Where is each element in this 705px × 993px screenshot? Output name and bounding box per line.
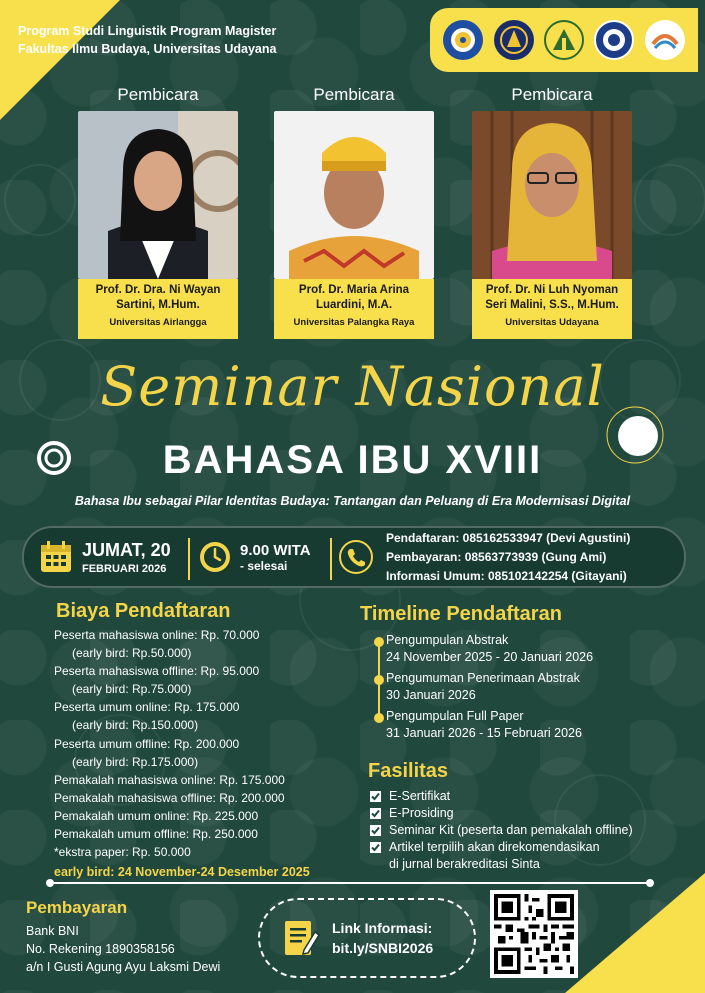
timeline-label: Pengumuman Penerimaan Abstrak — [386, 671, 580, 685]
timeline-date: 31 Januari 2026 - 15 Februari 2026 — [386, 726, 582, 740]
timeline-date: 24 November 2025 - 20 Januari 2026 — [386, 650, 594, 664]
fee-line: Pemakalah mahasiswa offline: Rp. 200.000 — [54, 790, 285, 805]
calendar-icon — [38, 539, 74, 575]
organizer-header — [8, 10, 308, 70]
unud-logo — [494, 20, 534, 60]
speaker-university: Universitas Udayana — [505, 317, 599, 328]
timeline-dot — [374, 713, 384, 723]
event-date — [38, 528, 171, 586]
speaker-label: Pembicara — [313, 85, 395, 104]
speaker-name: Prof. Dr. Maria Arina Luardini, M.A. — [298, 284, 410, 311]
fee-line: *ekstra paper: Rp. 50.000 — [54, 845, 191, 860]
info-link-box[interactable] — [258, 898, 476, 978]
date-sub: FEBRUARI 2026 — [82, 562, 167, 575]
fee-line: Peserta umum offline: Rp. 200.000 — [54, 736, 240, 751]
link-url[interactable]: bit.ly/SNBI2026 — [332, 940, 434, 956]
apbl-logo — [594, 20, 634, 60]
account-number: No. Rekening 1890358156 — [26, 942, 175, 956]
timeline-label: Pengumpulan Abstrak — [386, 633, 509, 647]
divider-line — [50, 882, 650, 884]
facilities-list — [370, 788, 700, 873]
logo-bar — [430, 8, 698, 72]
speaker-label: Pembicara — [117, 85, 199, 104]
event-time — [198, 528, 311, 586]
timeline-dot — [374, 675, 384, 685]
account-holder: a/n I Gusti Agung Ayu Laksmi Dewi — [26, 960, 221, 974]
berdampak-logo — [645, 20, 685, 60]
speaker-university: Universitas Airlangga — [109, 317, 207, 328]
facility-label-cont: di jurnal berakreditasi Sinta — [389, 857, 540, 871]
facility-label: E-Prosiding — [389, 806, 454, 820]
facility-item — [370, 788, 700, 805]
facility-label: E-Sertifikat — [389, 789, 451, 803]
fee-line: (early bird: Rp.50.000) — [72, 646, 192, 661]
timeline-dot — [374, 637, 384, 647]
speaker-card-1 — [73, 85, 243, 340]
note-edit-icon — [282, 918, 320, 958]
speaker-university: Universitas Palangka Raya — [293, 317, 415, 328]
fees-title: Biaya Pendaftaran — [56, 600, 231, 622]
speaker-caption-3 — [472, 279, 632, 339]
checkbox-icon — [370, 842, 381, 853]
bank-name: Bank BNI — [26, 924, 79, 938]
speaker-name: Prof. Dr. Dra. Ni Wayan Sartini, M.Hum. — [95, 284, 221, 311]
main-title: BAHASA IBU XVIII — [162, 438, 543, 482]
checkbox-icon — [370, 808, 381, 819]
early-bird-period: early bird: 24 November-24 Desember 2025 — [54, 865, 310, 880]
seminar-script-title: Seminar Nasional — [100, 355, 605, 418]
fee-line: Peserta mahasiswa offline: Rp. 95.000 — [54, 664, 260, 679]
facility-item — [370, 805, 700, 822]
facility-label: Artikel terpilih akan direkomendasikan — [389, 840, 600, 854]
facility-item — [370, 839, 700, 873]
fee-line: Peserta mahasiswa online: Rp. 70.000 — [54, 628, 260, 642]
organizer-line-2: Fakultas Ilmu Budaya, Universitas Udayana — [18, 42, 277, 56]
info-separator — [188, 538, 190, 580]
timeline-item-3 — [386, 708, 582, 742]
contact-info — [338, 528, 630, 586]
speaker-name: Prof. Dr. Ni Luh Nyoman Seri Malini, S.S., M.Hum. — [485, 284, 619, 311]
facilities-title: Fasilitas — [368, 760, 449, 782]
speaker-caption-1 — [78, 279, 238, 339]
timeline-item-1 — [386, 632, 593, 666]
time-sub: - selesai — [240, 558, 288, 573]
seminar-theme: Bahasa Ibu sebagai Pilar Identitas Budaya: Tantangan dan Peluang di Era Modernisasi Digital — [74, 494, 631, 508]
fee-line: Pemakalah umum offline: Rp. 250.000 — [54, 827, 258, 842]
contact-general: Informasi Umum: 085102142254 (Gitayani) — [386, 568, 627, 583]
speaker-label: Pembicara — [511, 85, 593, 104]
info-separator — [330, 538, 332, 580]
timeline-item-2 — [386, 670, 580, 704]
contact-payment: Pembayaran: 08563773939 (Gung Ami) — [386, 549, 607, 564]
timeline-date: 30 Januari 2026 — [386, 688, 476, 702]
date-main: JUMAT, 20 — [82, 539, 171, 560]
facility-label: Seminar Kit (peserta dan pemakalah offline) — [389, 823, 633, 837]
time-main: 9.00 WITA — [240, 541, 311, 559]
link-label: Link Informasi: — [332, 920, 433, 936]
phone-icon — [338, 539, 374, 575]
facility-item — [370, 822, 700, 839]
clock-icon — [198, 540, 232, 574]
fee-line: Pemakalah umum online: Rp. 225.000 — [54, 808, 259, 823]
speaker-photo-3 — [472, 111, 632, 279]
contact-registration: Pendaftaran: 085162533947 (Devi Agustini) — [386, 530, 631, 545]
event-info-bar — [22, 526, 686, 588]
payment-title: Pembayaran — [26, 898, 128, 917]
fee-line: (early bird: Rp.75.000) — [72, 682, 192, 697]
fee-line: (early bird: Rp.175.000) — [72, 754, 199, 769]
timeline-label: Pengumpulan Full Paper — [386, 709, 524, 723]
yellow-corner-bottom-right — [565, 873, 705, 993]
speaker-card-3 — [467, 85, 637, 340]
checkbox-icon — [370, 825, 381, 836]
checkbox-icon — [370, 791, 381, 802]
fee-line: Peserta umum online: Rp. 175.000 — [54, 700, 240, 715]
fib-logo — [544, 20, 584, 60]
tut-wuri-logo — [443, 20, 483, 60]
timeline-title: Timeline Pendaftaran — [360, 603, 562, 625]
speaker-caption-2 — [274, 279, 434, 339]
speaker-photo-2 — [274, 111, 434, 279]
fee-line: (early bird: Rp.150.000) — [72, 718, 199, 733]
fee-line: Pemakalah mahasiswa online: Rp. 175.000 — [54, 772, 285, 787]
speaker-card-2 — [269, 85, 439, 340]
fees-list — [54, 626, 354, 881]
divider-dot — [46, 879, 54, 887]
payment-details — [26, 922, 220, 976]
organizer-line-1: Program Studi Linguistik Program Magister — [18, 24, 277, 38]
speaker-photo-1 — [78, 111, 238, 279]
